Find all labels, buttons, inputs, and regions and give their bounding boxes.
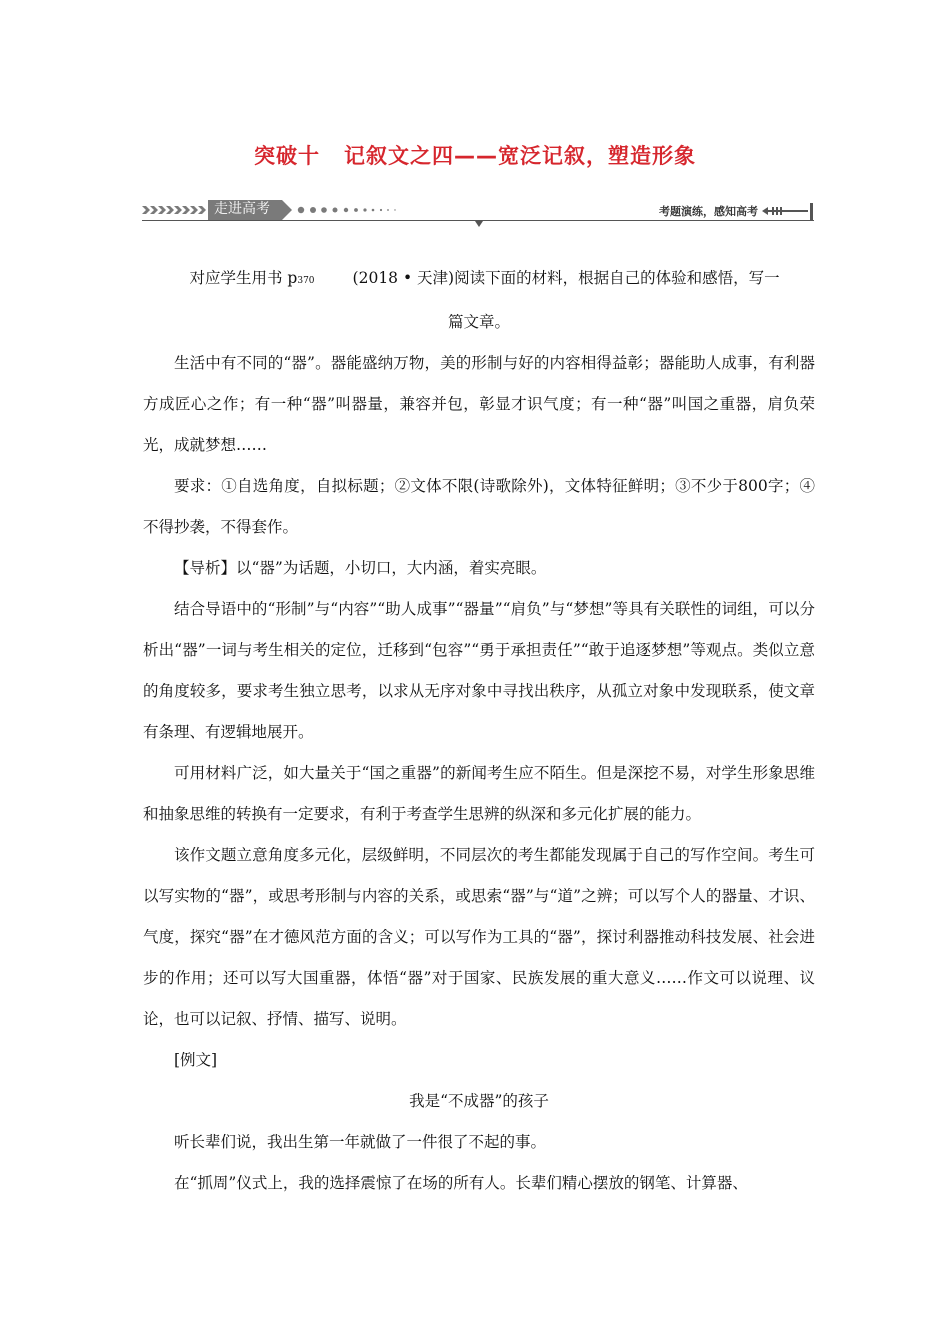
prompt-requirements: 要求：①自选角度，自拟标题；②文体不限(诗歌除外)，文体特征鲜明；③不少于800字；④不得抄袭，不得套作。 [143,477,815,536]
essay-paragraph: 在“抓周”仪式上，我的选择震惊了在场的所有人。长辈们精心摆放的钢笔、计算器、 [174,1174,748,1192]
page-title [0,140,950,170]
example-essay-title: 我是“不成器”的孩子 [409,1092,549,1110]
analysis-paragraph: 该作文题立意角度多元化，层级鲜明，不同层次的考生都能发现属于自己的写作空间。考生可以写实物的“器”，或思考形制与内容的关系，或思索“器”与“道”之辨；可以写个人的器量、才识、气度，探究“器”在才德风范方面的含义；可以写作为工具的“器”，探讨利器推动科技发展、社会进步的作用；还可以写大国重器，体悟“器”对于国家、民族发展的重大意义……作文可以说理、议论，也可以记叙、抒情、描写、说明。 [143,846,815,1028]
essay-paragraph: 听长辈们说，我出生第一年就做了一件很了不起的事。 [174,1133,547,1151]
textbook-reference: 对应学生用书 p370 [189,269,315,287]
section-banner [142,198,814,228]
banner-right-caption: 考题演练，感知高考 [659,205,758,218]
analysis-paragraph: 结合导语中的“形制”与“内容”“助人成事”“器量”“肩负”与“梦想”等具有关联性的词组，可以分析出“器”一词与考生相关的定位，迁移到“包容”“勇于承担责任”“敢于追逐梦想”等观点。类似立意的角度较多，要求考生独立思考，以求从无序对象中寻找出秩序，从孤立对象中发现联系，使文章有条理、有逻辑地展开。 [143,600,815,741]
document-body [143,258,815,1204]
analysis-paragraph: 可用材料广泛，如大量关于“国之重器”的新闻考生应不陌生。但是深挖不易，对学生形象思维和抽象思维的转换有一定要求，有利于考查学生思辨的纵深和多元化扩展的能力。 [143,764,815,823]
prompt-source: (2018 • 天津)阅读下面的材料，根据自己的体验和感悟，写一 [352,269,780,287]
intro-line-2: 篇文章。 [447,313,510,331]
title-part-number: 突破十 [254,144,320,168]
prompt-material: 生活中有不同的“器”。器能盛纳万物，美的形制与好的内容相得益彰；器能助人成事，有利器方成匠心之作；有一种“器”叫器量，兼容并包，彰显才识气度；有一种“器”叫国之重器，肩负荣光，成就梦想…… [143,354,815,454]
intro-line [143,258,815,302]
example-essay-label: [例文] [174,1051,218,1069]
banner-label: 走进高考 [214,201,270,217]
title-part-topic: 记叙文之四——宽泛记叙，塑造形象 [344,144,696,168]
chevron-arrows-icon [142,206,206,214]
analysis-heading: 【导析】以“器”为话题，小切口，大内涵，着实亮眼。 [174,559,547,577]
